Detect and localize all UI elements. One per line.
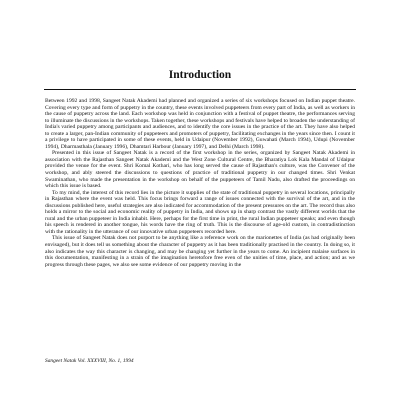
page-footer: Sangeet Natak Vol. XXXVIII, No. 1, 1994 [45, 358, 134, 364]
title-underline [44, 89, 356, 90]
document-body [45, 98, 355, 268]
paragraph-2: Presented in this issue of Sangeet Natak is a record of the first workshop in the series, organized by Sangeet Natak Akademi in association with the Rajasthan Sangeet Natak Akademi and the West Zone Cultural Centre, the Bharatiya Lok Kala Mandal of Udaipur provided the venue for the event. Shri Komal Kothari, who has long served the cause of Rajasthan's culture, was the Convener of the workshop, and ably steered the discussions to questions of practice of traditional puppetry in our changed times. Shri Venkat Swaminathan, who made the presentation in the workshop on behalf of the puppeteers of Tamil Nadu, also drafted the proceedings on which this issue is based. [45, 150, 355, 190]
page-title: Introduction [168, 69, 232, 81]
paragraph-4: This issue of Sangeet Natak does not purport to be anything like a reference work on the marionettes of India (as had originally been envisaged), but it does tell us something about the character of puppetry as it has been traditionally practised in the country. In doing so, it also indicates the way this character is changing, and may be changing yet further in the years to come. An incipient malaise surfaces in this documentation, manifesting in a strain of the imagination heretofore free even of the unities of time, place, and action; and as we progress through these pages, we also see some evidence of our puppetry moving in the [45, 235, 355, 268]
paragraph-3: To my mind, the interest of this record lies in the picture it supplies of the state of traditional puppetry in several locations, principally in Rajasthan where the event was held. This focus brings forward a range of issues connected with the survival of the art, and in the discussions published here, useful strategies are also indicated for accommodation of the present pressures on the art. The record thus also holds a mirror to the social and economic reality of puppetry in India, and shows up in sharp contrast the vastly different worlds that the rural and the urban puppeteer in India inhabit. Here, perhaps for the first time in print, the rural Indian puppeteer speaks; and even though his speech is rendered in another tongue, his words have the ring of truth. This is the discourse of age-old custom, in contradistinction with the rationality in the utterance of our innovative urban puppeteers recorded here. [45, 189, 355, 235]
paragraph-1: Between 1992 and 1998, Sangeet Natak Akademi had planned and organized a series of six workshops focused on Indian puppet theatre. Covering every type and form of puppetry in the country, these events involved puppeteers from every part of India, as well as workers in the cause of puppetry across the land. Each workshop was held in conjunction with a festival of puppet theatre, the performances serving to illuminate the discussions in the workshops. Taken together, these workshops and festivals have helped to broaden the understanding of India's varied puppetry among participants and audiences, and to identify the core issues in the practice of the art. They have also helped to create a larger, pan-Indian community of puppeteers and promoters of puppetry, facilitating exchanges in the years since then. I count it a privilege to have participated in some of these events, held in Udaipur (November 1992), Guwahati (March 1994), Udupi (November 1994), Dharmasthala (January 1996), Dhamtari Harbour (January 1997), and Delhi (March 1998). [45, 98, 355, 150]
